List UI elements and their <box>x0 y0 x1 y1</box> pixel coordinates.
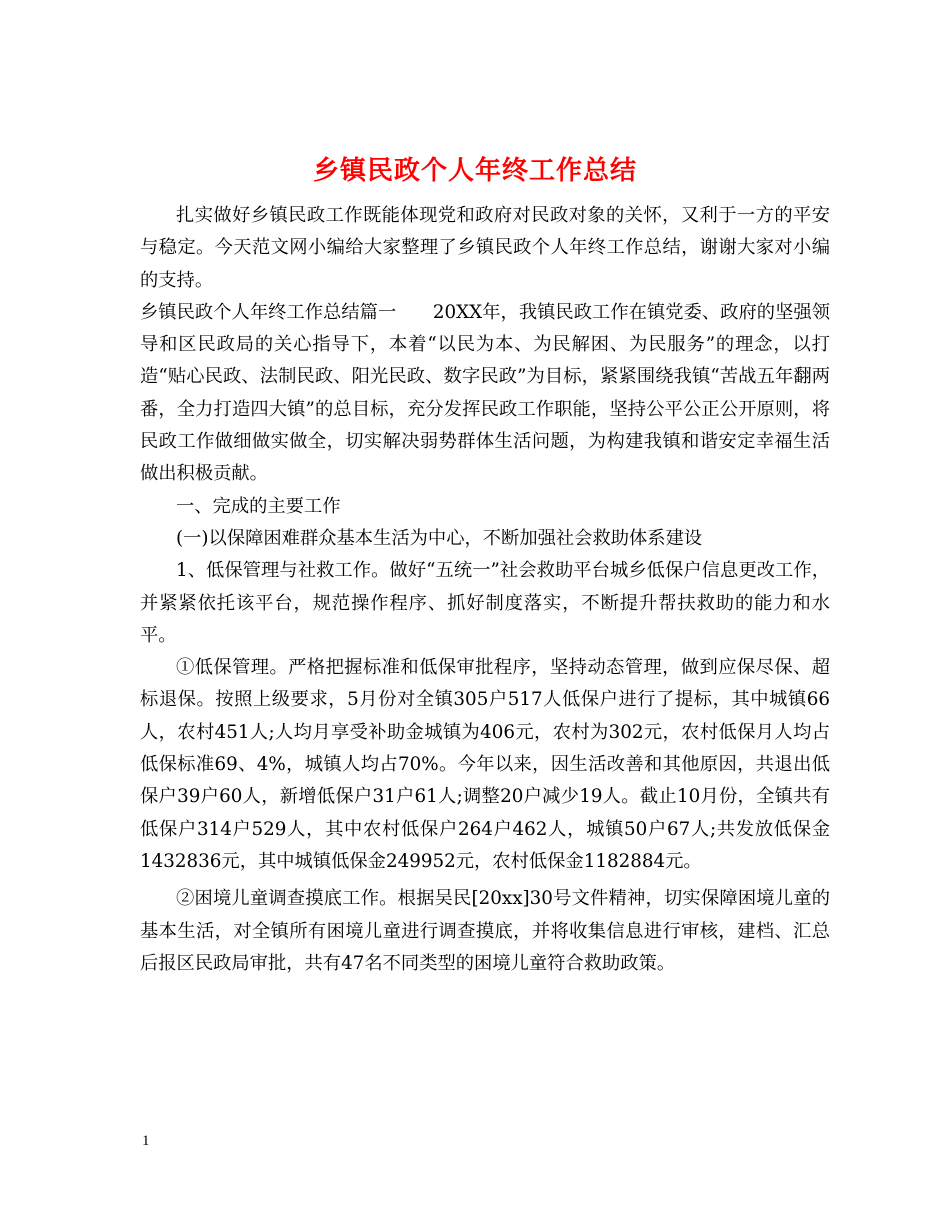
document-title: 乡镇民政个人年终工作总结 <box>312 156 637 187</box>
subheading-social-assistance: (一)以保障困难群众基本生活为中心，不断加强社会救助体系建设 <box>176 527 703 549</box>
section-one-paragraph: 乡镇民政个人年终工作总结篇一 20XX年，我镇民政工作在镇党委、政府的坚强领导和区民政局的关心指导下，本着“以民为本、为民解困、为民服务”的理念，以打造“贴心民政、法制民政、阳光民政、数字民政”为目标，紧紧围绕我镇“苦战五年翻两番，全力打造四大镇”的总目标，充分发挥民政工作职能，坚持公平公正公开原则，将民政工作做细做实做全，切实解决弱势群体生活问题，为构建我镇和谐安定幸福生活做出积极贡献。 <box>140 301 830 485</box>
paragraph-low-income-details: ①低保管理。严格把握标准和低保审批程序，坚持动态管理，做到应保尽保、超标退保。按照上级要求，5月份对全镇305户517人低保户进行了提标，其中城镇66人，农村451人;人均月享受补助金城镇为406元，农村为302元，农村低保月人均占低保标准69、4%，城镇人均占70%。今年以来，因生活改善和其他原因，共退出低保户39户60人，新增低保户31户61人;调整20户减少19人。截止10月份，全镇共有低保户314户529人，其中农村低保户264户462人，城镇50户67人;共发放低保金1432836元，其中城镇低保金249952元，农村低保金1182884元。 <box>140 657 830 872</box>
intro-paragraph: 扎实做好乡镇民政工作既能体现党和政府对民政对象的关怀，又利于一方的平安与稳定。今天范文网小编给大家整理了乡镇民政个人年终工作总结，谢谢大家对小编的支持。 <box>140 205 830 291</box>
heading-main-work: 一、完成的主要工作 <box>176 495 341 517</box>
paragraph-low-income-management: 1、低保管理与社救工作。做好“五统一”社会救助平台城乡低保户信息更改工作，并紧紧依托该平台，规范操作程序、抓好制度落实，不断提升帮扶救助的能力和水平。 <box>140 560 830 646</box>
page-number: 1 <box>142 1133 150 1149</box>
document-body <box>140 200 830 980</box>
paragraph-children-survey: ②困境儿童调查摸底工作。根据吴民[20xx]30号文件精神，切实保障困境儿童的基本生活，对全镇所有困境儿童进行调查摸底，并将收集信息进行审核，建档、汇总后报区民政局审批，共有47名不同类型的困境儿童符合救助政策。 <box>140 888 830 974</box>
